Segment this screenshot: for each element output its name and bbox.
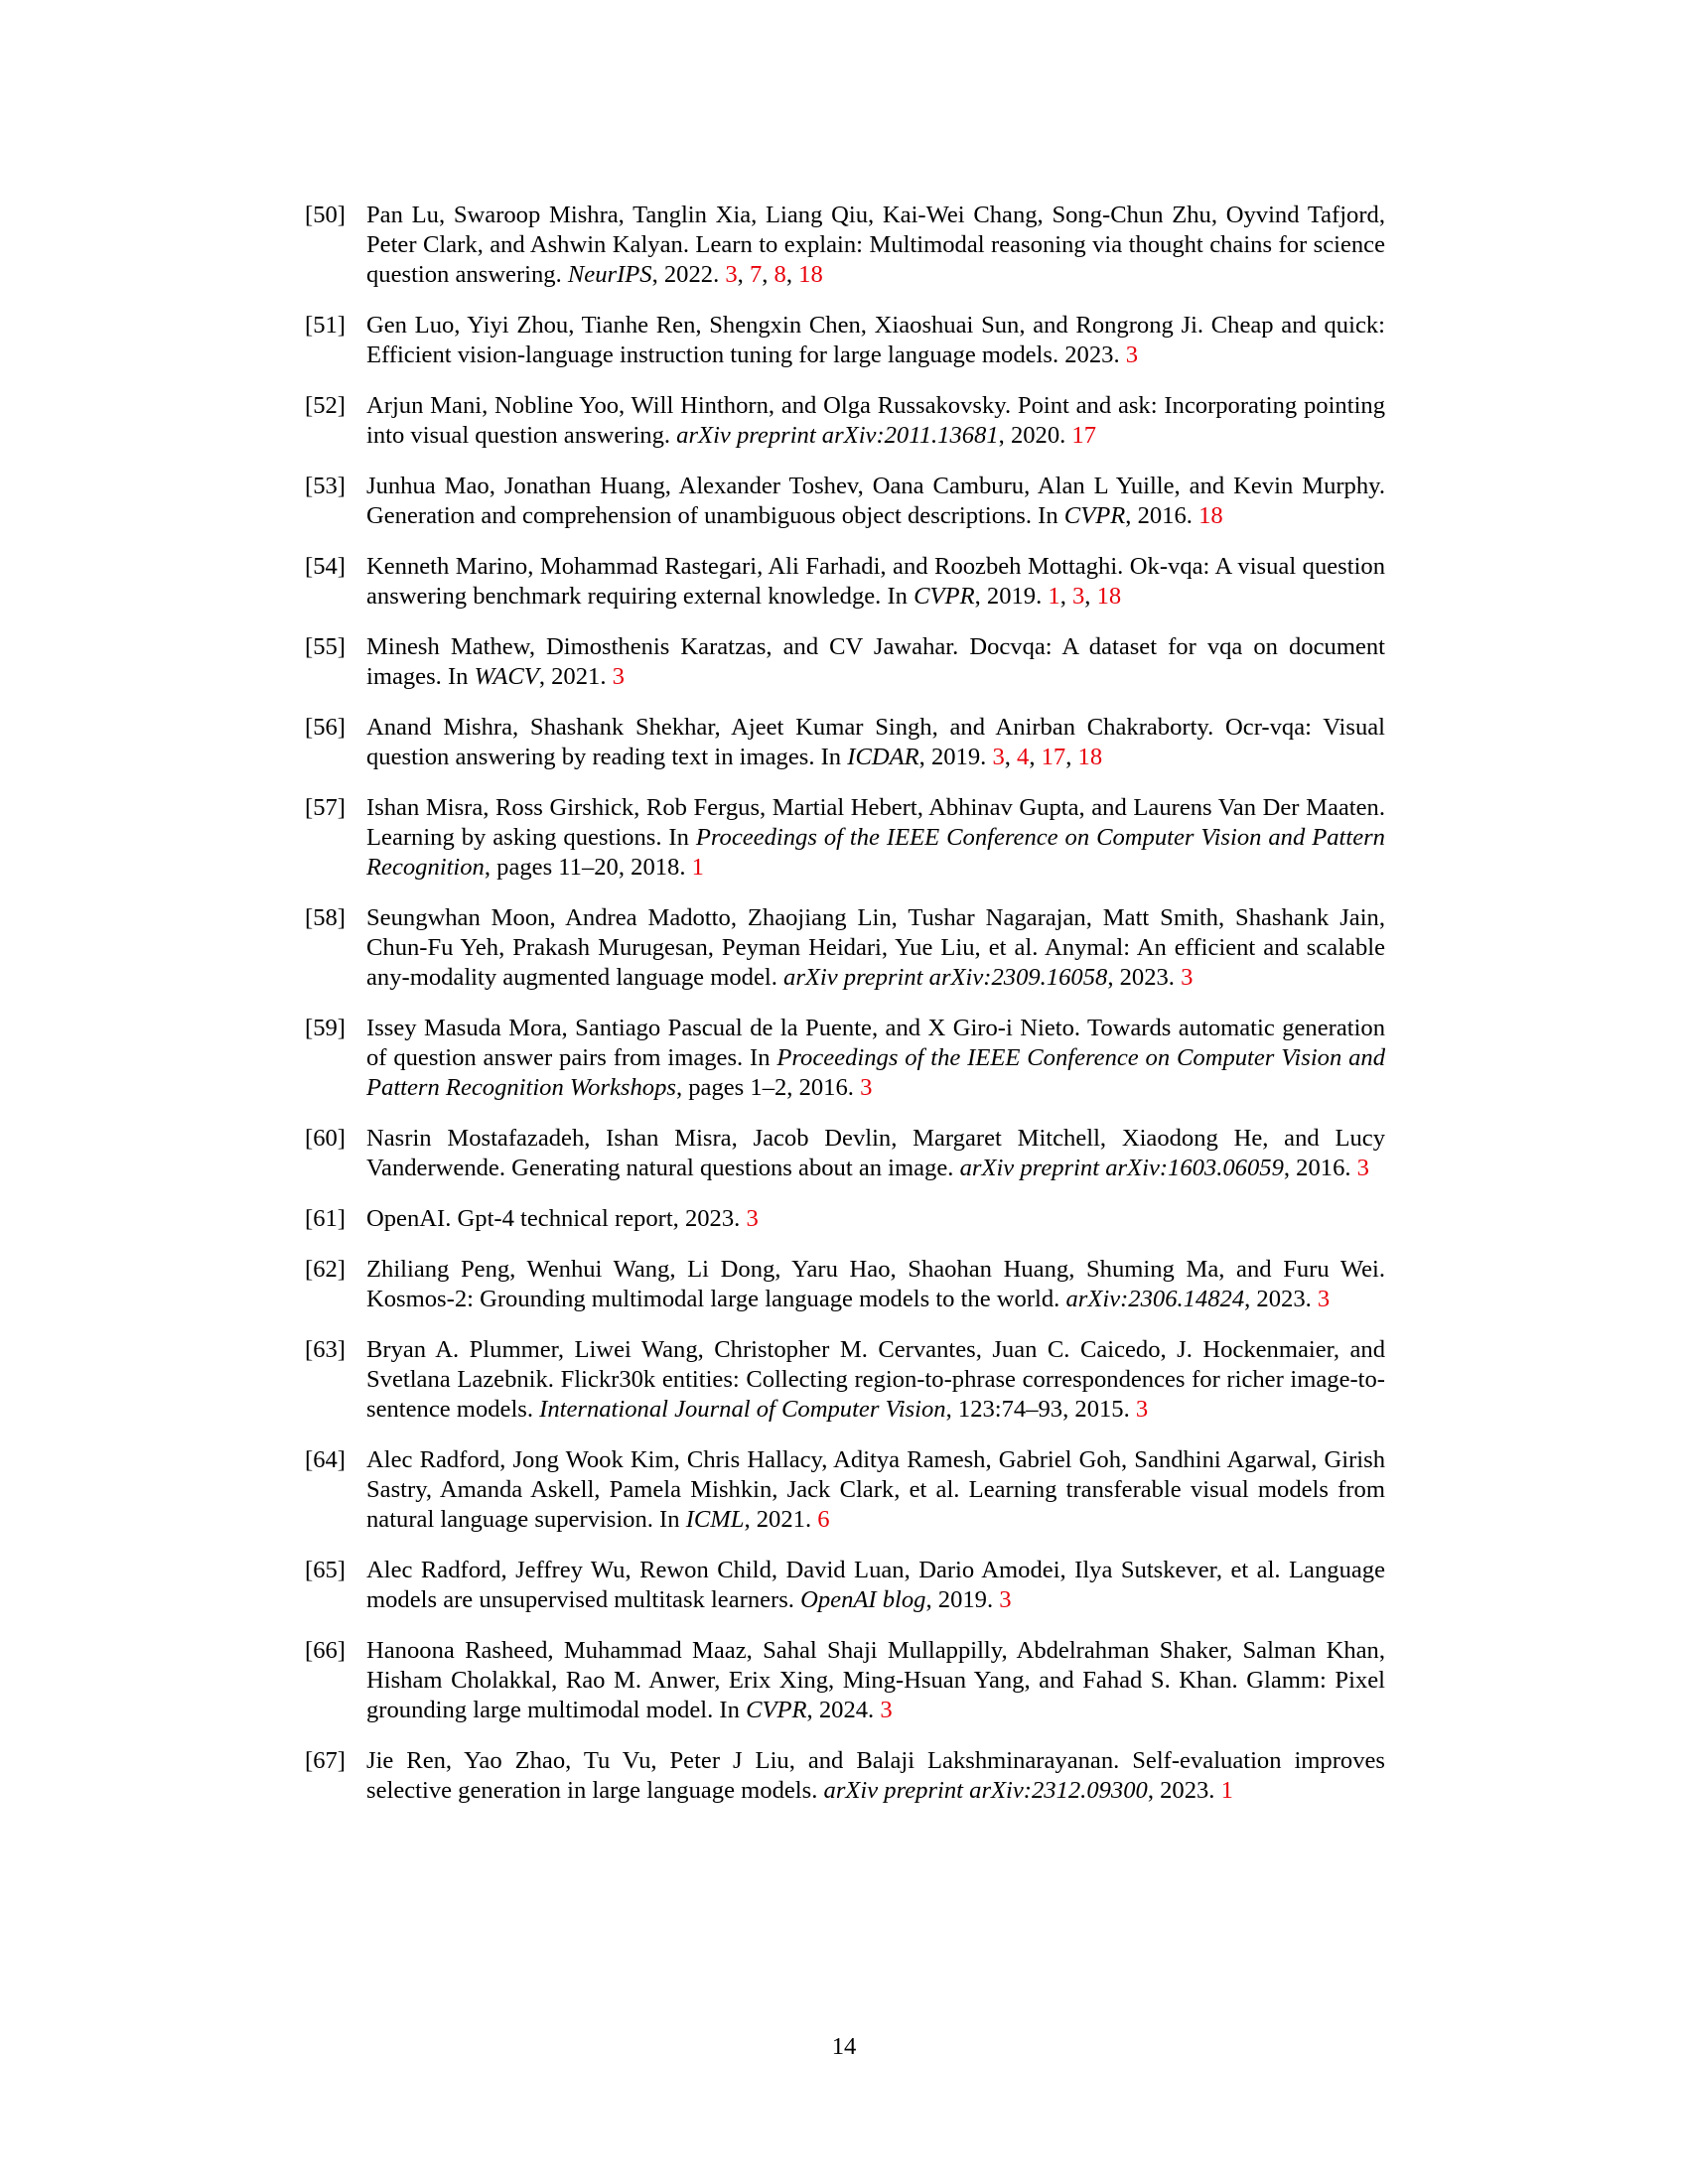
page-backref-link[interactable]: 3 — [612, 663, 625, 690]
reference-number: [61] — [305, 1205, 346, 1232]
reference-segment: , 2023. — [1147, 1777, 1221, 1804]
reference-text — [366, 312, 1385, 368]
reference-segment: , — [785, 261, 799, 288]
page-backref-link[interactable]: 4 — [1017, 744, 1030, 770]
reference-number: [59] — [305, 1015, 346, 1041]
reference-segment: , — [1065, 744, 1078, 770]
reference-text — [366, 794, 1385, 881]
reference-item — [305, 903, 1385, 993]
reference-item — [305, 1255, 1385, 1314]
reference-segment: Minesh Mathew, Dimosthenis Karatzas, and CV Jawahar. Docvqa: A dataset for vqa on document images. In — [366, 633, 1385, 690]
page-backref-link[interactable]: 8 — [774, 261, 786, 288]
reference-item — [305, 1746, 1385, 1806]
page-backref-link[interactable]: 3 — [999, 1586, 1012, 1613]
venue-title: Proceedings of the IEEE Conference on Computer Vision and Pattern Recognition — [366, 824, 1385, 881]
page-backref-link[interactable]: 6 — [817, 1506, 830, 1533]
venue-title: arXiv preprint arXiv:2011.13681 — [676, 422, 999, 449]
reference-segment: Ishan Misra, Ross Girshick, Rob Fergus, Martial Hebert, Abhinav Gupta, and Laurens Van Der Maaten. Learning by asking questions. In — [366, 794, 1385, 851]
reference-text — [366, 714, 1385, 770]
venue-title: OpenAI blog — [800, 1586, 926, 1613]
venue-title: NeurIPS — [567, 261, 652, 288]
venue-title: ICDAR — [847, 744, 919, 770]
reference-text — [366, 473, 1385, 529]
page-backref-link[interactable]: 3 — [1135, 1396, 1149, 1423]
reference-number: [53] — [305, 473, 346, 499]
reference-segment: , 2019. — [974, 583, 1049, 610]
reference-segment: , pages 11–20, 2018. — [484, 854, 692, 881]
venue-title: WACV — [474, 663, 539, 690]
reference-number: [63] — [305, 1336, 346, 1363]
page-backref-link[interactable]: 3 — [1356, 1155, 1369, 1181]
page-backref-link[interactable]: 3 — [860, 1074, 873, 1101]
reference-item — [305, 1335, 1385, 1425]
reference-segment: , 2019. — [925, 1586, 1000, 1613]
reference-segment: , 2016. — [1125, 502, 1199, 529]
venue-title: CVPR — [746, 1697, 807, 1723]
venue-title: CVPR — [1063, 502, 1126, 529]
reference-segment: Gen Luo, Yiyi Zhou, Tianhe Ren, Shengxin Chen, Xiaoshuai Sun, and Rongrong Ji. Cheap and quick: Efficient vision-language instruction tuning for large language models. 2023. — [366, 312, 1385, 368]
reference-segment: , pages 1–2, 2016. — [675, 1074, 861, 1101]
reference-segment: , — [1004, 744, 1018, 770]
reference-segment: Junhua Mao, Jonathan Huang, Alexander Toshev, Oana Camburu, Alan L Yuille, and Kevin Murphy. Generation and comprehension of unambiguous object descriptions. In — [366, 473, 1385, 529]
page-number: 14 — [831, 2033, 857, 2060]
reference-number: [57] — [305, 794, 346, 821]
reference-segment: , 2020. — [998, 422, 1072, 449]
page-backref-link[interactable]: 1 — [691, 854, 704, 881]
reference-segment: Hanoona Rasheed, Muhammad Maaz, Sahal Shaji Mullappilly, Abdelrahman Shaker, Salman Khan, Hisham Cholakkal, Rao M. Anwer, Erix Xing, Ming-Hsuan Yang, and Fahad S. Khan. Glamm: Pixel grounding large multimodal model. In — [366, 1637, 1385, 1723]
reference-number: [54] — [305, 553, 346, 580]
reference-number: [64] — [305, 1446, 346, 1473]
reference-segment: Zhiliang Peng, Wenhui Wang, Li Dong, Yaru Hao, Shaohan Huang, Shuming Ma, and Furu Wei. Kosmos-2: Grounding multimodal large language models to the world. — [366, 1256, 1385, 1312]
page-backref-link[interactable]: 17 — [1041, 744, 1066, 770]
reference-segment: , — [1084, 583, 1097, 610]
reference-segment: , 2022. — [651, 261, 726, 288]
reference-item — [305, 1445, 1385, 1535]
reference-segment: Kenneth Marino, Mohammad Rastegari, Ali Farhadi, and Roozbeh Mottaghi. Ok-vqa: A visual question answering benchmark requiring external knowledge. In — [366, 553, 1385, 610]
reference-segment: , 2023. — [1244, 1286, 1318, 1312]
reference-item — [305, 391, 1385, 451]
reference-number: [65] — [305, 1557, 346, 1583]
venue-title: arXiv preprint arXiv:2312.09300 — [823, 1777, 1148, 1804]
page-backref-link[interactable]: 7 — [749, 261, 763, 288]
reference-segment: , 2021. — [538, 663, 613, 690]
reference-item — [305, 472, 1385, 531]
reference-item — [305, 1124, 1385, 1183]
reference-segment: , 123:74–93, 2015. — [945, 1396, 1136, 1423]
reference-text — [366, 1125, 1385, 1181]
reference-segment: , 2024. — [806, 1697, 881, 1723]
reference-text — [366, 1205, 759, 1232]
page-backref-link[interactable]: 18 — [798, 261, 823, 288]
reference-number: [50] — [305, 202, 346, 228]
reference-item — [305, 552, 1385, 612]
reference-text — [366, 1446, 1385, 1533]
reference-segment: Issey Masuda Mora, Santiago Pascual de la Puente, and X Giro-i Nieto. Towards automatic generation of question answer pairs from images. In — [366, 1015, 1385, 1071]
reference-text — [366, 1256, 1385, 1312]
page-backref-link[interactable]: 18 — [1198, 502, 1223, 529]
reference-segment: Arjun Mani, Nobline Yoo, Will Hinthorn, and Olga Russakovsky. Point and ask: Incorporating pointing into visual question answering. — [366, 392, 1385, 449]
reference-text — [366, 1747, 1385, 1804]
page-backref-link[interactable]: 1 — [1048, 583, 1060, 610]
reference-text — [366, 1637, 1385, 1723]
page-backref-link[interactable]: 17 — [1071, 422, 1097, 449]
reference-item — [305, 311, 1385, 370]
reference-segment: Nasrin Mostafazadeh, Ishan Misra, Jacob Devlin, Margaret Mitchell, Xiaodong He, and Lucy Vanderwende. Generating natural questions about an image. — [366, 1125, 1385, 1181]
reference-text — [366, 1336, 1385, 1423]
reference-number: [66] — [305, 1637, 346, 1664]
page-backref-link[interactable]: 3 — [1071, 583, 1085, 610]
venue-title: arXiv preprint arXiv:2309.16058 — [783, 964, 1108, 991]
reference-number: [62] — [305, 1256, 346, 1283]
reference-segment: , 2023. — [1107, 964, 1182, 991]
reference-number: [60] — [305, 1125, 346, 1152]
venue-title: arXiv:2306.14824 — [1065, 1286, 1245, 1312]
page-backref-link[interactable]: 3 — [1125, 341, 1139, 368]
reference-item — [305, 793, 1385, 883]
page-backref-link[interactable]: 3 — [992, 744, 1005, 770]
page-backref-link[interactable]: 1 — [1220, 1777, 1233, 1804]
page-backref-link[interactable]: 18 — [1077, 744, 1103, 770]
reference-text — [366, 1015, 1385, 1101]
reference-segment: , — [737, 261, 750, 288]
reference-number: [67] — [305, 1747, 346, 1774]
reference-list — [305, 201, 1385, 1827]
reference-segment: OpenAI. Gpt-4 technical report, 2023. — [366, 1205, 747, 1232]
reference-text — [366, 202, 1385, 288]
venue-title: International Journal of Computer Vision — [539, 1396, 946, 1423]
venue-title: ICML — [685, 1506, 745, 1533]
reference-segment: , 2016. — [1283, 1155, 1357, 1181]
reference-number: [52] — [305, 392, 346, 419]
venue-title: arXiv preprint arXiv:1603.06059 — [959, 1155, 1284, 1181]
reference-item — [305, 201, 1385, 290]
reference-text — [366, 904, 1385, 991]
reference-segment: Alec Radford, Jong Wook Kim, Chris Hallacy, Aditya Ramesh, Gabriel Goh, Sandhini Agarwal, Girish Sastry, Amanda Askell, Pamela Mishkin, Jack Clark, et al. Learning transferable visual models from natural language supervision. In — [366, 1446, 1385, 1533]
reference-item — [305, 632, 1385, 692]
reference-text — [366, 1557, 1385, 1613]
page-backref-link[interactable]: 18 — [1096, 583, 1122, 610]
reference-text — [366, 392, 1385, 449]
reference-item — [305, 713, 1385, 772]
reference-item — [305, 1014, 1385, 1103]
reference-segment: , — [1029, 744, 1042, 770]
reference-segment: , 2019. — [918, 744, 993, 770]
reference-segment: , 2021. — [744, 1506, 818, 1533]
reference-item — [305, 1204, 1385, 1234]
page-backref-link[interactable]: 3 — [880, 1697, 893, 1723]
reference-segment: Pan Lu, Swaroop Mishra, Tanglin Xia, Liang Qiu, Kai-Wei Chang, Song-Chun Zhu, Oyvind Tafjord, Peter Clark, and Ashwin Kalyan. Learn to explain: Multimodal reasoning via thought chains for science question answering. — [366, 202, 1385, 288]
reference-text — [366, 633, 1385, 690]
reference-segment: , — [762, 261, 774, 288]
reference-segment: Bryan A. Plummer, Liwei Wang, Christopher M. Cervantes, Juan C. Caicedo, J. Hockenmaier, and Svetlana Lazebnik. Flickr30k entities: Collecting region-to-phrase correspondences for richer image-to-sentence models. — [366, 1336, 1385, 1423]
reference-segment: Alec Radford, Jeffrey Wu, Rewon Child, David Luan, Dario Amodei, Ilya Sutskever, et al. Language models are unsupervised multitask learners. — [366, 1557, 1385, 1613]
reference-segment: Seungwhan Moon, Andrea Madotto, Zhaojiang Lin, Tushar Nagarajan, Matt Smith, Shashank Jain, Chun-Fu Yeh, Prakash Murugesan, Peyman Heidari, Yue Liu, et al. Anymal: An efficient and scalable any-modality augmented language model. — [366, 904, 1385, 991]
page-backref-link[interactable]: 3 — [725, 261, 738, 288]
reference-segment: , — [1059, 583, 1072, 610]
reference-number: [51] — [305, 312, 346, 339]
venue-title: CVPR — [914, 583, 975, 610]
page-backref-link[interactable]: 3 — [1181, 964, 1194, 991]
reference-item — [305, 1556, 1385, 1615]
reference-number: [58] — [305, 904, 346, 931]
reference-segment: Anand Mishra, Shashank Shekhar, Ajeet Kumar Singh, and Anirban Chakraborty. Ocr-vqa: Visual question answering by reading text in images. In — [366, 714, 1385, 770]
venue-title: Proceedings of the IEEE Conference on Computer Vision and Pattern Recognition Workshops — [366, 1044, 1385, 1101]
page-backref-link[interactable]: 3 — [1317, 1286, 1331, 1312]
reference-segment: Jie Ren, Yao Zhao, Tu Vu, Peter J Liu, and Balaji Lakshminarayanan. Self-evaluation improves selective generation in large language models. — [366, 1747, 1385, 1804]
reference-number: [56] — [305, 714, 346, 741]
reference-number: [55] — [305, 633, 346, 660]
reference-text — [366, 553, 1385, 610]
page-backref-link[interactable]: 3 — [746, 1205, 759, 1232]
reference-item — [305, 1636, 1385, 1725]
